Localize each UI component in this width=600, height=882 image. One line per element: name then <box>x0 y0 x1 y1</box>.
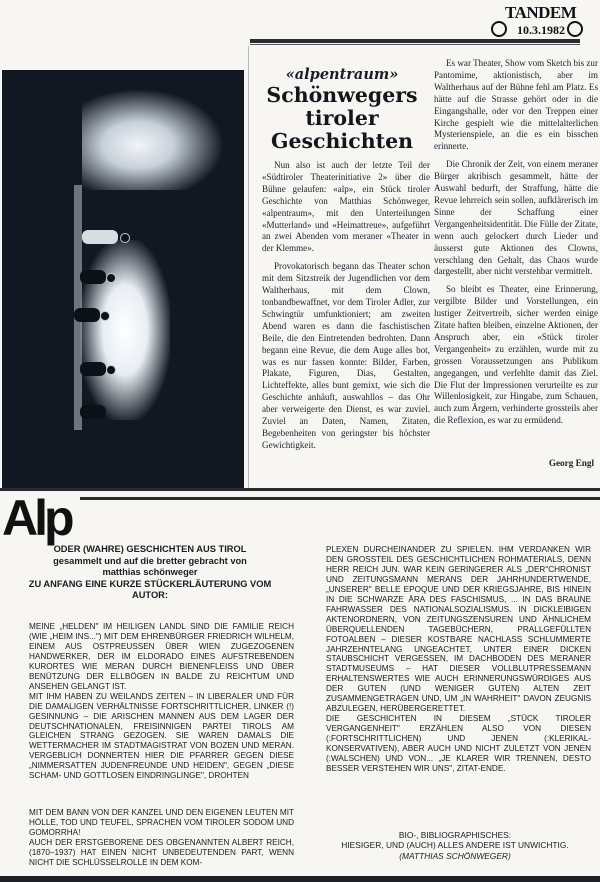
paragraph: Nun also ist auch der letzte Teil der «Südtiroler Theaterinitiative 2» über die Bühne gelaufen: «alp», ein Stück tiroler Geschichte von Matthias Schönweger, «alpentraum», mit den Unterteilungen «Mutterland» und «Heimattreue», aufgeführt an zwei Abenden vom meraner «Theater in der Klemme». <box>262 160 430 254</box>
paragraph: AUCH DER ERSTGEBORENE DES OBGENANNTEN ALBERT REICH, (1870–1937) HAT EINEN NICHT UNBEDEUTENDEN PART, WENN NICHT DIE SCHLÜSSELROLLE IN DEM KOM- <box>29 837 294 867</box>
section-rule <box>0 488 600 491</box>
paragraph: So bleibt es Theater, eine Erinnerung, vergilbte Bilder und Vorstellungen, ein lustiger Zeitvertreib, sicher werden einige Zitate haften bleiben, einzelne Aktionen, der Anspruch aber, ein «Stück tiroler Vergangenheit» zu erzählen, wurde mit zu grossen Voraussetzungen ans Publikum angegangen, und verfehlte damit das Ziel. Die Flut der Impressionen verurteilte es zur Willenlosigkeit, zur Hingabe, zum Schauen, auch zum Ärgern, verhinderte grossteils aber die Reflexion, es war zu ermüdend. <box>434 284 598 426</box>
section-rule-secondary <box>80 497 600 500</box>
masthead-rule-thin <box>250 44 580 45</box>
article-headline <box>252 84 432 153</box>
headline-line: tiroler <box>305 106 379 130</box>
alp-title: Alp <box>2 490 71 546</box>
bio-heading: BIO-, BIBLIOGRAPHISCHES: <box>398 830 512 840</box>
bio-note <box>310 830 600 861</box>
bicycle-wheel-icon <box>567 21 583 37</box>
headline-line: Geschichten <box>270 129 414 153</box>
paragraph: PLEXEN DURCHEINANDER ZU SPIELEN. IHM VERDANKEN WIR DEN GROSSTEIL DES GESCHICHTLICHEN ROHMATERIALS, DENN HERR REICH JUN. WAR KEIN GERINGERER ALS „DER"CHRONIST UND ZEITUNGSMANN MERANS DER JAHRHUNDERTWENDE, „UNSERER" BELLE EPOQUE UND DER KRIEGSJAHRE, BIS HINEIN IN DIE SCHWARZE ÄRA DES FASCHISMUS, ... IN DAS BRAUNE FAHRWASSER DES NATIONALSOZIALISMUS. IN DICKLEIBIGEN AKTENORDNERN, VON ZEITUNGSZENSUREN UND ÄHNLICHEM ÜBERQUELLENDEN TAGEBÜCHERN, PRALLGEFÜLLTEN FOTOALBEN – DIESER KOSTBARE NACHLASS SCHLUMMERTE JAHRZEHNTELANG UNGEACHTET, UNTER EINER DICKEN STAUBSCHICHT VERGESSEN, IM DACHBODEN DES MERANER STADTMUSEUMS – HAT DIESER VOLLBLUTPRESSEMANN ERHALTENSWERTES WIE AUCH ERINNERUNGSWÜRDIGES AUS DER GUTEN (UND WENIGER GUTEN) ALTEN ZEIT ZUSAMMENGETRAGEN UND, UM „IN WAHRHEIT" DAVON ZEUGNIS ABZULEGEN, HERÜBERGERETTET. <box>326 545 591 714</box>
photo-figure-head <box>106 273 116 283</box>
photo-figure <box>80 270 106 284</box>
publication-date: 10.3.1982 <box>517 23 565 37</box>
photo-figure <box>82 230 118 244</box>
intro-line: matthias schönweger <box>102 567 198 578</box>
photo-figure-head <box>120 233 130 243</box>
publication-logo: TANDEM <box>505 3 577 22</box>
photo-spotlight <box>80 240 170 420</box>
alp-column-2 <box>326 545 591 774</box>
intro-line: ODER (WAHRE) GESCHICHTEN AUS TIROL <box>53 544 247 554</box>
byline: Georg Engl <box>548 458 594 468</box>
bicycle-wheel-icon <box>491 21 507 37</box>
headline-line: Schönwegers <box>266 83 418 107</box>
stage-photo <box>2 70 244 488</box>
paragraph: Provokatorisch begann das Theater schon mit dem Sitzstreik der Jugendlichen vor dem Waltherhaus, mit dem Clown, tonbandbewaffnet, vor dem Tiroler Adler, zur Schwingtür umfunktioniert; am zweiten Abend waren es dann die faschistischen Beile, die den Eintretenden bedrohten. Dann begann eine Revue, die dem Auge alles bot, was es nur fassen konnte: Bilder, Farben, Plakate, Figuren, Dias, Gestalten, Lichteffekte, alles bunt gemixt, wie sich die Geschichte anhäuft, auswahllos – das Ohr aber verweigerte den Dienst, es war zuviel. Zuviel an Daten, Namen, Zitaten, Begebenheiten von geringster bis höchster Gewichtigkeit. <box>262 261 430 450</box>
photo-figure <box>74 308 100 322</box>
article-kicker: «alpentraum» <box>285 66 399 83</box>
paragraph: DIE GESCHICHTEN IN DIESEM „STÜCK TIROLER VERGANGENHEIT" ERZÄHLEN ALSO VON DIESEN (:FORTSCHRITTLICHEN) UND JENEN (:KLERIKAL-KONSERVATIVEN), ABER AUCH UND NICHT ZULETZT VON JENEN (:WALSCHEN) UND VON... „JE KLARER WIR TRENNEN, DESTO BESSER VERSTEHEN WIR UNS", ZITAT-ENDE. <box>326 714 591 773</box>
alp-column-1 <box>29 622 294 781</box>
alp-intro <box>20 544 280 602</box>
photo-figure-head <box>100 311 110 321</box>
bottom-rule <box>0 876 600 882</box>
column-divider <box>248 46 249 488</box>
photo-figure <box>80 362 106 376</box>
paragraph: MIT IHM HABEN ZU WEILANDS ZEITEN – IN LIBERALER UND FÜR DIE DAMALIGEN VERHÄLTNISSE FORTSCHRITTLICHER, LINKER (!) GESINNUNG – DIE ARISCHEN MANNEN AUS DEM LAGER DER DEUTSCHNATIONALEN, FREISINNIGEN PARTEI TIROLS AM GLEICHEN STRANG GEZOGEN. SIE WAREN DAMALS DIE WETTERMACHER IM STADTMAGISTRAT VON BOZEN UND MERAN. VERGEBLICH DONNERTEN HIER DIE PFARRER GEGEN DIESE „NIMMERSATTEN JUDENFREUNDE UND HEIDEN", GEGEN „DIESE SCHAM- UND GOTTLOSEN EINDRINGLINGE", DROHTEN <box>29 691 294 781</box>
alp-column-1-continued <box>29 808 294 868</box>
bio-line: HIESIGER, UND (AUCH) ALLES ANDERE IST UNWICHTIG. <box>341 840 569 851</box>
paragraph: MIT DEM BANN VON DER KANZEL UND DEN EIGENEN LEUTEN MIT HÖLLE, TOD UND TEUFEL, SPRACHEN VOM TIROLER SODOM UND GOMORRHA! <box>29 808 294 837</box>
review-column-b <box>434 58 598 433</box>
photo-figure <box>80 405 106 419</box>
masthead <box>485 2 585 42</box>
photo-highlight <box>82 90 222 190</box>
review-column-a <box>262 160 430 458</box>
bio-signature: (MATTHIAS SCHÖNWEGER) <box>399 850 511 861</box>
intro-line: ZU ANFANG EINE KURZE STÜCKERLÄUTERUNG VOM AUTOR: <box>28 578 272 601</box>
photo-figure-head <box>106 365 116 375</box>
intro-line: gesammelt und auf die bretter gebracht von <box>53 555 247 566</box>
paragraph: Es war Theater, Show vom Sketch bis zur Pantomime, aktionistisch, aber im Waltherhaus auf der Bühne fehl am Platz. Es hätte auf die Strasse gehört oder in die Eingangshalle, oder vor den Treppen einer Kirche gespielt wie die mittelalterlichen Mysterienspiele, an die es ein bisschen erinnerte. <box>434 58 599 152</box>
paragraph: MEINE „HELDEN" IM HEILIGEN LANDL SIND DIE FAMILIE REICH (WIE „HEIM INS...") MIT DEM EHRENBÜRGER FRIEDRICH WILHELM, EINEM AUS OSTPREUSSEN ÜBER WIEN ZUGEZOGENEN HANDWERKER, DER IM ELDORADO EINES AUFSTREBENDEN KURORTES WIE MERAN DURCH BIENENFLEISS UND ÜBER BENÜTZUNG DER ELLBÖGEN IN BALDE ZU REICHTUM UND ANSEHEN GELANGT IST. <box>29 622 294 691</box>
masthead-rule <box>250 39 580 43</box>
paragraph: Die Chronik der Zeit, von einem meraner Bürger akribisch gesammelt, hätte der Auswahl bedurft, der Straffung, hätte die Revue lehrreich sein sollen, aufklärerisch im Sinne der Schaffung einer Vergangenheitsidentität. Die Fülle der Zitate, wenn auch gelockert durch Lieder und äusserst gute Aktionen des Clowns, verschlang den Gehalt, das Chaos wurde dargestellt, aber nicht verstehbar vermittelt. <box>434 159 598 277</box>
